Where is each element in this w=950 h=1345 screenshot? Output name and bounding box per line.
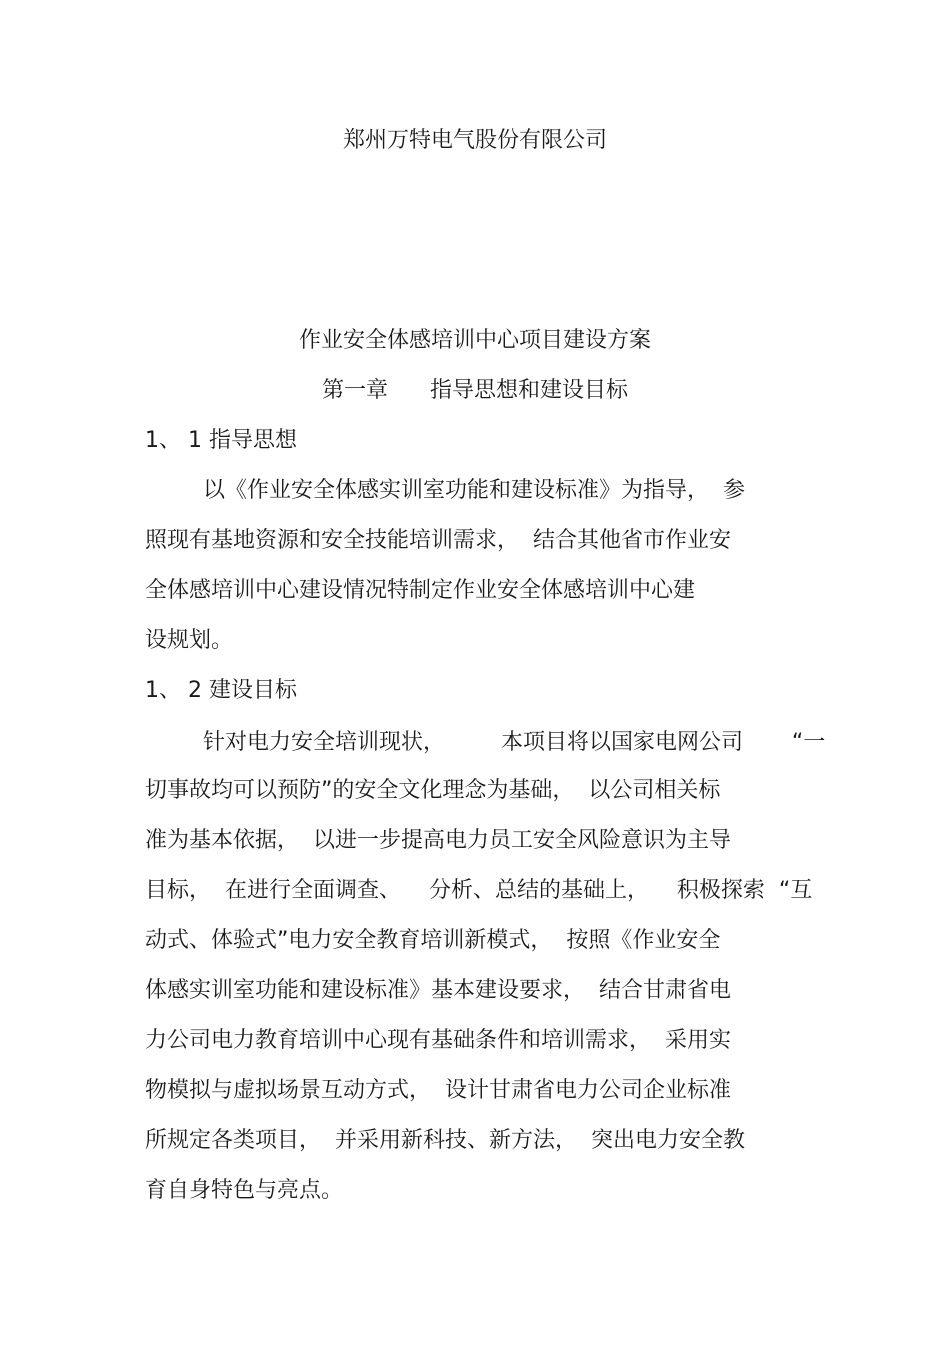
company-name: 郑州万特电气股份有限公司 <box>342 128 607 153</box>
paragraph-line: 以《作业安全体感实训室功能和建设标准》为指导， 参 <box>203 478 745 503</box>
paragraph-line: 力公司电力教育培训中心现有基础条件和培训需求， 采用实 <box>145 1028 731 1053</box>
paragraph-line: 育自身特色与亮点。 <box>145 1178 344 1203</box>
section-heading-guiding-ideology: 1、 1 指导思想 <box>145 428 297 453</box>
paragraph-line: 目标， 在进行全面调查、 分析、总结的基础上， 积极探索 “互 <box>145 878 813 903</box>
document-title: 作业安全体感培训中心项目建设方案 <box>298 328 651 353</box>
paragraph-line: 设规划。 <box>145 628 234 653</box>
paragraph-line: 照现有基地资源和安全技能培训需求， 结合其他省市作业安 <box>145 528 731 553</box>
paragraph-line: 体感实训室功能和建设标准》基本建设要求， 结合甘肃省电 <box>145 978 731 1003</box>
chapter-heading: 第一章 指导思想和建设目标 <box>322 378 628 403</box>
paragraph-line: 准为基本依据， 以进一步提高电力员工安全风险意识为主导 <box>145 828 731 853</box>
paragraph-line: 切事故均可以预防”的安全文化理念为基础， 以公司相关标 <box>145 778 721 803</box>
paragraph-line: 动式、体验式”电力安全教育培训新模式， 按照《作业安全 <box>145 928 721 953</box>
paragraph-line: 物模拟与虚拟场景互动方式， 设计甘肃省电力公司企业标准 <box>145 1078 731 1103</box>
paragraph-line: 全体感培训中心建设情况特制定作业安全体感培训中心建 <box>145 578 696 603</box>
paragraph-line: 所规定各类项目， 并采用新科技、新方法， 突出电力安全教 <box>145 1128 745 1153</box>
section-heading-construction-goals: 1、 2 建设目标 <box>145 678 297 703</box>
paragraph-line: 针对电力安全培训现状， 本项目将以国家电网公司 “一 <box>203 730 826 755</box>
